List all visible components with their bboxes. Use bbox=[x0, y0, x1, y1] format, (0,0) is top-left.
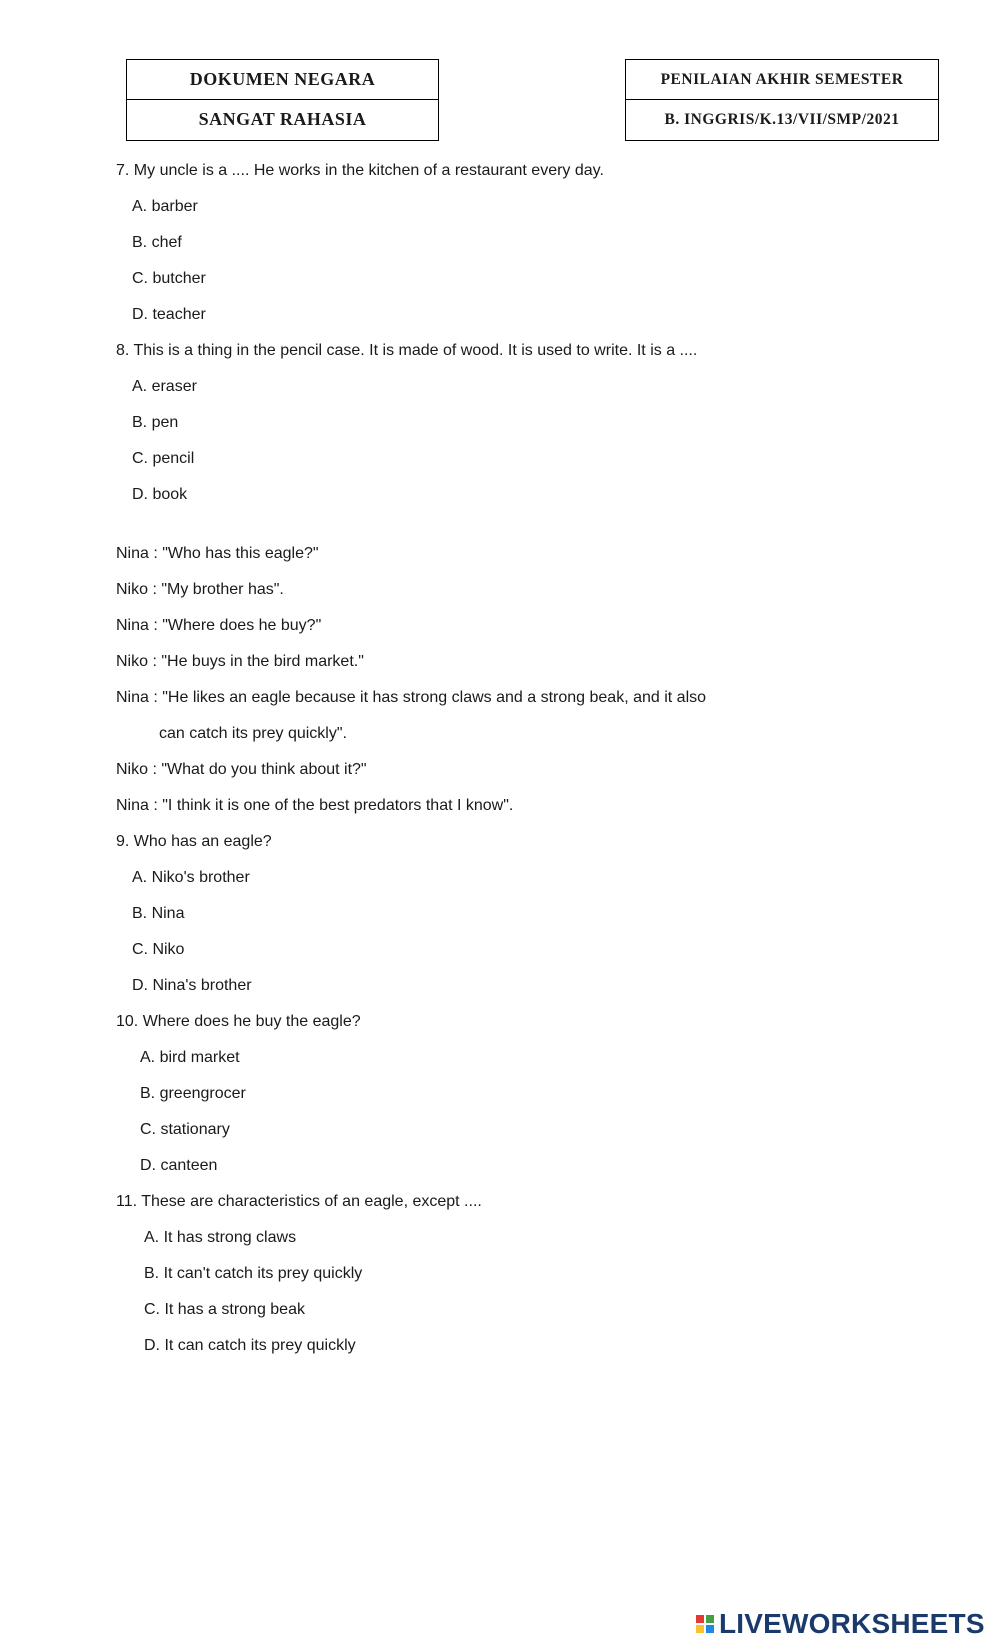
dialogue-line: Nina : "He likes an eagle because it has strong claws and a strong beak, and it also bbox=[116, 689, 707, 706]
dialogue-line: Nina : "I think it is one of the best predators that I know". bbox=[116, 797, 514, 814]
q10-option-b[interactable]: B. greengrocer bbox=[140, 1085, 246, 1102]
liveworksheets-brand-text: LIVEWORKSHEETS bbox=[719, 1608, 985, 1639]
liveworksheets-logo[interactable] bbox=[696, 1609, 985, 1639]
header-sangat-rahasia: SANGAT RAHASIA bbox=[127, 99, 438, 139]
dialogue-line: Nina : "Where does he buy?" bbox=[116, 617, 322, 634]
q9-option-d[interactable]: D. Nina's brother bbox=[132, 977, 252, 994]
question-8: 8. This is a thing in the pencil case. It is made of wood. It is used to write. It is a .... bbox=[116, 342, 698, 359]
header-box-left bbox=[126, 59, 439, 141]
header-subject-code: B. INGGRIS/K.13/VII/SMP/2021 bbox=[626, 99, 938, 139]
q10-option-a[interactable]: A. bird market bbox=[140, 1049, 240, 1066]
dialogue-line: Niko : "My brother has". bbox=[116, 581, 284, 598]
dialogue-line-continuation: can catch its prey quickly". bbox=[159, 725, 347, 742]
q8-option-a[interactable]: A. eraser bbox=[132, 378, 197, 395]
header-box-right bbox=[625, 59, 939, 141]
q11-option-d[interactable]: D. It can catch its prey quickly bbox=[144, 1337, 356, 1354]
q9-option-b[interactable]: B. Nina bbox=[132, 905, 185, 922]
question-9: 9. Who has an eagle? bbox=[116, 833, 272, 850]
dialogue-line: Niko : "What do you think about it?" bbox=[116, 761, 367, 778]
q11-option-b[interactable]: B. It can't catch its prey quickly bbox=[144, 1265, 363, 1282]
dialogue-line: Niko : "He buys in the bird market." bbox=[116, 653, 364, 670]
q11-option-c[interactable]: C. It has a strong beak bbox=[144, 1301, 305, 1318]
q7-option-a[interactable]: A. barber bbox=[132, 198, 198, 215]
liveworksheets-logo-icon bbox=[696, 1615, 714, 1633]
question-10: 10. Where does he buy the eagle? bbox=[116, 1013, 361, 1030]
header-penilaian: PENILAIAN AKHIR SEMESTER bbox=[660, 70, 904, 88]
q7-option-d[interactable]: D. teacher bbox=[132, 306, 206, 323]
question-11: 11. These are characteristics of an eagle, except .... bbox=[116, 1193, 482, 1210]
dialogue-line: Nina : "Who has this eagle?" bbox=[116, 545, 319, 562]
header-dokumen-negara: DOKUMEN NEGARA bbox=[189, 69, 376, 89]
q9-option-c[interactable]: C. Niko bbox=[132, 941, 185, 958]
question-7: 7. My uncle is a .... He works in the kitchen of a restaurant every day. bbox=[116, 162, 604, 179]
q10-option-d[interactable]: D. canteen bbox=[140, 1157, 218, 1174]
q11-option-a[interactable]: A. It has strong claws bbox=[144, 1229, 297, 1246]
q7-option-c[interactable]: C. butcher bbox=[132, 270, 206, 287]
q10-option-c[interactable]: C. stationary bbox=[140, 1121, 230, 1138]
q7-option-b[interactable]: B. chef bbox=[132, 234, 182, 251]
q8-option-c[interactable]: C. pencil bbox=[132, 450, 195, 467]
q8-option-d[interactable]: D. book bbox=[132, 486, 188, 503]
q8-option-b[interactable]: B. pen bbox=[132, 414, 179, 431]
q9-option-a[interactable]: A. Niko's brother bbox=[132, 869, 250, 886]
